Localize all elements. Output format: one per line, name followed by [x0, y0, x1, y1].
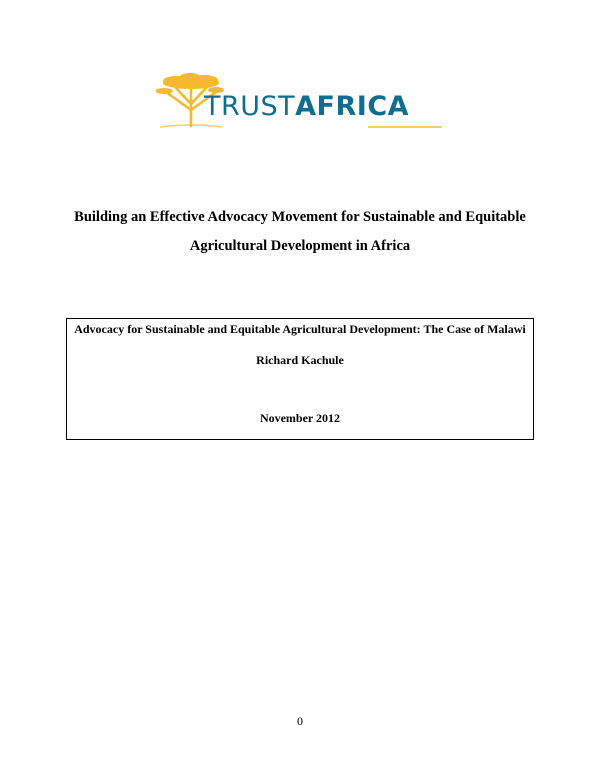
logo-word-africa: AFRICA — [295, 91, 410, 122]
logo-underline — [368, 126, 442, 128]
logo-wordmark — [204, 93, 409, 120]
case-study-box — [66, 318, 534, 440]
logo-word-trust: TRUST — [204, 91, 296, 122]
trustafrica-logo — [156, 70, 446, 132]
author-name: Richard Kachule — [256, 353, 344, 367]
title-line-1: Building an Effective Advocacy Movement for Sustainable and Equitable — [74, 209, 526, 225]
title-line-2: Agricultural Development in Africa — [189, 238, 411, 254]
case-study-subtitle: Advocacy for Sustainable and Equitable Agricultural Development: The Case of Malawi — [74, 322, 526, 336]
publication-date: November 2012 — [259, 411, 341, 425]
document-title — [40, 203, 560, 261]
page-number: 0 — [297, 714, 303, 728]
